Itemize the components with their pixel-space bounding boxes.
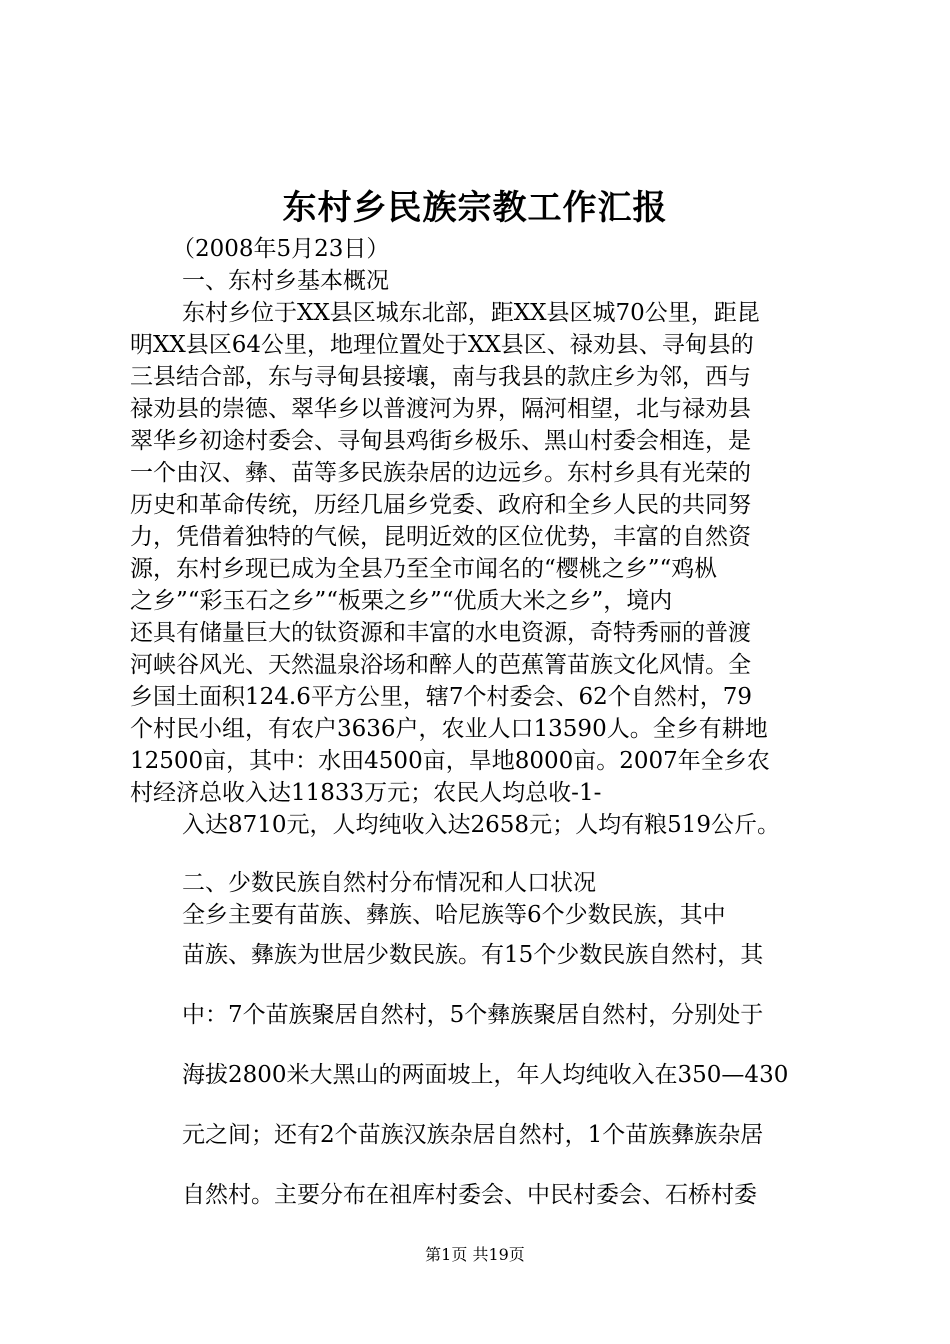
paragraph-line: 中：7个苗族聚居自然村，5个彝族聚居自然村，分别处于 xyxy=(182,1002,764,1028)
paragraph-line: 东村乡位于XX县区城东北部，距XX县区城70公里，距昆 xyxy=(182,300,760,326)
paragraph-line: 历史和革命传统，历经几届乡党委、政府和全乡人民的共同努 xyxy=(130,492,751,518)
paragraph-line: 海拔2800米大黑山的两面坡上，年人均纯收入在350—430 xyxy=(182,1062,789,1088)
paragraph-line: 河峡谷风光、天然温泉浴场和醉人的芭蕉箐苗族文化风情。全 xyxy=(130,652,751,678)
paragraph-line: 翠华乡初途村委会、寻甸县鸡街乡极乐、黑山村委会相连，是 xyxy=(130,428,751,454)
paragraph-line: 乡国土面积124.6平方公里，辖7个村委会、62个自然村，79 xyxy=(130,684,753,710)
paragraph-line: 村经济总收入达11833万元；农民人均总收-1- xyxy=(130,780,602,806)
paragraph-line: 全乡主要有苗族、彝族、哈尼族等6个少数民族，其中 xyxy=(182,902,726,928)
paragraph-line: 一个由汉、彝、苗等多民族杂居的边远乡。东村乡具有光荣的 xyxy=(130,460,751,486)
paragraph-line: 源，东村乡现已成为全县乃至全市闻名的“樱桃之乡”“鸡枞 xyxy=(130,556,718,582)
paragraph-line: 12500亩，其中：水田4500亩，旱地8000亩。2007年全乡农 xyxy=(130,748,770,774)
report-date: （2008年5月23日） xyxy=(172,236,390,262)
paragraph-line: 苗族、彝族为世居少数民族。有15个少数民族自然村，其 xyxy=(182,942,764,968)
page-footer: 第1页 共19页 xyxy=(425,1245,525,1264)
paragraph-line: 之乡”“彩玉石之乡”“板栗之乡”“优质大米之乡”，境内 xyxy=(130,588,673,614)
paragraph-line: 元之间；还有2个苗族汉族杂居自然村，1个苗族彝族杂居 xyxy=(182,1122,764,1148)
paragraph-line: 个村民小组，有农户3636户，农业人口13590人。全乡有耕地 xyxy=(130,716,768,742)
paragraph-line: 入达8710元，人均纯收入达2658元；人均有粮519公斤。 xyxy=(182,812,780,838)
paragraph-line: 自然村。主要分布在祖库村委会、中民村委会、石桥村委 xyxy=(182,1182,757,1208)
paragraph-line: 禄劝县的崇德、翠华乡以普渡河为界，隔河相望，北与禄劝县 xyxy=(130,396,751,422)
paragraph-line: 三县结合部，东与寻甸县接壤，南与我县的款庄乡为邻，西与 xyxy=(130,364,751,390)
paragraph-line: 力，凭借着独特的气候，昆明近效的区位优势，丰富的自然资 xyxy=(130,524,751,550)
section-heading-2: 二、少数民族自然村分布情况和人口状况 xyxy=(182,870,596,896)
paragraph-line: 明XX县区64公里，地理位置处于XX县区、禄劝县、寻甸县的 xyxy=(130,332,754,358)
document-title: 东村乡民族宗教工作汇报 xyxy=(282,188,668,228)
paragraph-line: 还具有储量巨大的钛资源和丰富的水电资源，奇特秀丽的普渡 xyxy=(130,620,751,646)
section-heading-1: 一、东村乡基本概况 xyxy=(182,268,389,294)
